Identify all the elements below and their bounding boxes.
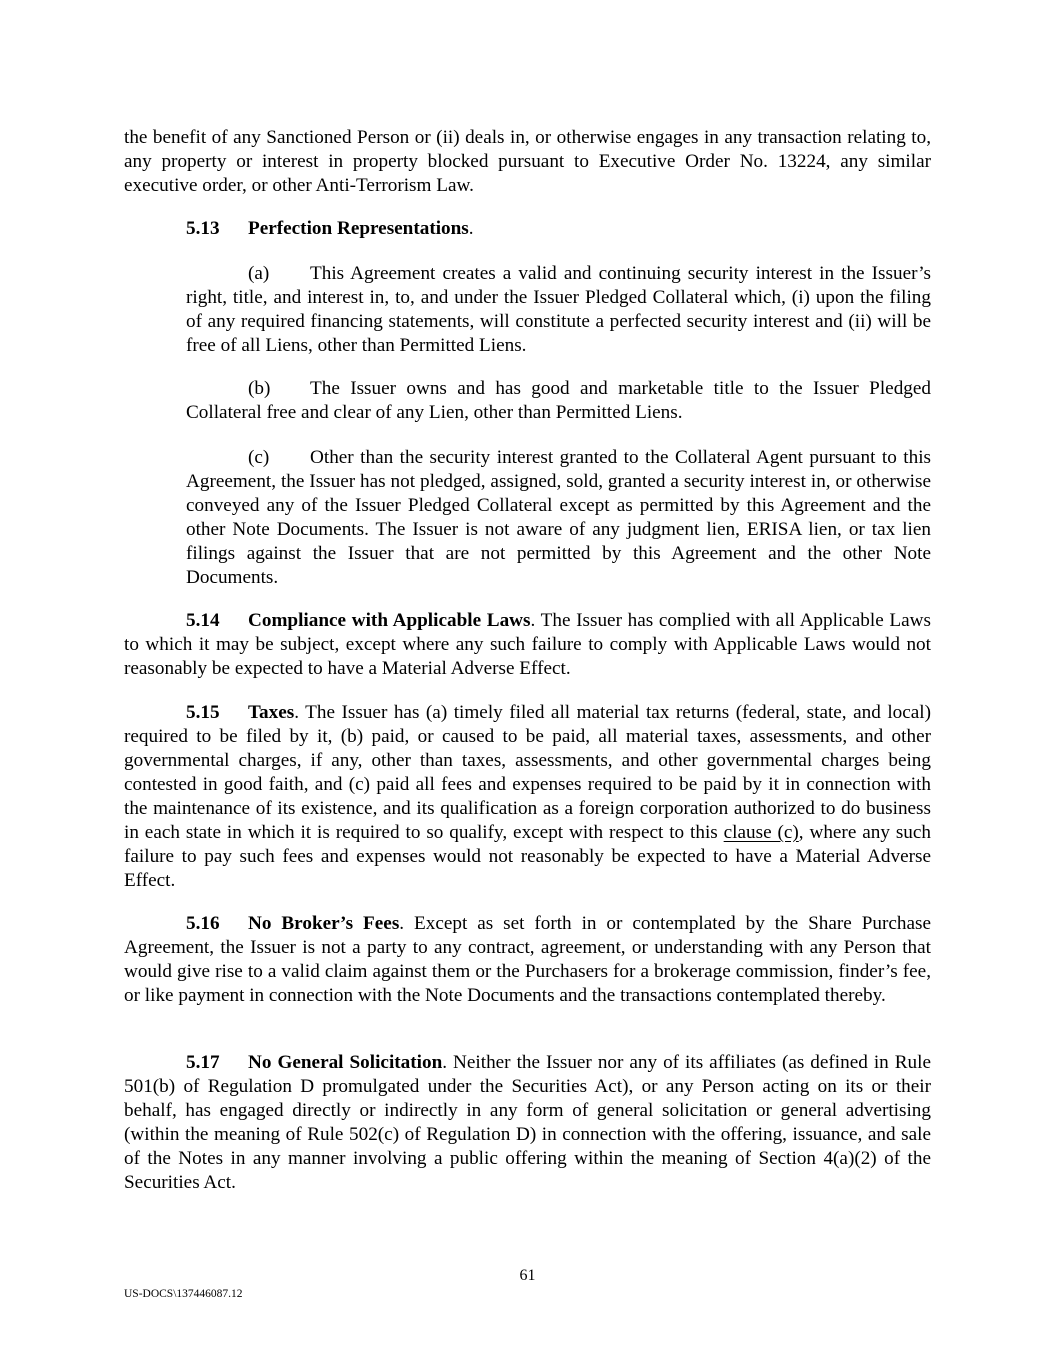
section-title: No General Solicitation bbox=[248, 1052, 443, 1073]
section-5-13-heading: 5.13 Perfection Representations. bbox=[186, 218, 474, 239]
section-number: 5.14 bbox=[186, 610, 220, 631]
clause-text: The Issuer owns and has good and marketable title to the Issuer Pledged Collateral free and clear of any Lien, other than Permitted Liens. bbox=[186, 378, 931, 423]
section-title: Compliance with Applicable Laws bbox=[248, 610, 531, 631]
clause-text: Other than the security interest granted to the Collateral Agent pursuant to this Agreement, the Issuer has not pledged, assigned, sold, granted a security interest in, or otherwise conveyed any of the Issuer Pledged Collateral except as permitted by this Agreement and the other Note Documents. The Issuer is not aware of any judgment lien, ERISA lien, or tax lien filings against the Issuer that are not permitted by this Agreement and the other Note Documents. bbox=[186, 447, 931, 588]
clause-label: (b) bbox=[248, 378, 271, 399]
section-number: 5.16 bbox=[186, 913, 220, 934]
page-number: 61 bbox=[519, 1267, 536, 1284]
clause-text: This Agreement creates a valid and continuing security interest in the Issuer’s right, title, and interest in, to, and under the Issuer Pledged Collateral which, (i) upon the filing of any required financing statements, will constitute a perfected security interest and (ii) will be free of all Liens, other than Permitted Liens. bbox=[186, 263, 931, 356]
section-5-17 bbox=[124, 1051, 931, 1195]
section-text: . The Issuer has complied with all Applicable Laws to which it may be subject, except where any such failure to comply with Applicable Laws would not reasonably be expected to have a Material Adverse Effect. bbox=[124, 610, 931, 679]
document-id: US-DOCS\137446087.12 bbox=[124, 1288, 243, 1300]
section-text-continued: , where any such failure to pay such fees and expenses would not reasonably be expected to have a Material Adverse Effect. bbox=[124, 822, 931, 891]
section-title: Taxes bbox=[248, 702, 295, 723]
section-5-16 bbox=[124, 912, 931, 1008]
section-5-13-b bbox=[186, 377, 931, 425]
section-text: . Except as set forth in or contemplated by the Share Purchase Agreement, the Issuer is not a party to any contract, agreement, or understanding with any Person that would give rise to a valid claim against them or the Purchasers for a brokerage commission, finder’s fee, or like payment in connection with the Note Documents and the transactions contemplated thereby. bbox=[124, 913, 931, 1006]
clause-label: (c) bbox=[248, 447, 270, 468]
continuation-paragraph: the benefit of any Sanctioned Person or (ii) deals in, or otherwise engages in any transaction relating to, any property or interest in property blocked pursuant to Executive Order No. 13224, any similar executive order, or other Anti-Terrorism Law. bbox=[124, 127, 931, 196]
section-5-13-a bbox=[186, 262, 931, 358]
section-number: 5.13 bbox=[186, 218, 220, 239]
section-5-15 bbox=[124, 701, 931, 893]
clause-reference-link[interactable]: clause (c) bbox=[723, 822, 799, 843]
section-number: 5.17 bbox=[186, 1052, 220, 1073]
section-5-14 bbox=[124, 609, 931, 681]
section-title: Perfection Representations bbox=[248, 218, 469, 239]
section-title: No Broker’s Fees bbox=[248, 913, 400, 934]
section-text: . Neither the Issuer nor any of its affiliates (as defined in Rule 501(b) of Regulation D promulgated under the Securities Act), or any Person acting on its or their behalf, has engaged directly or indirectly in any form of general solicitation or general advertising (within the meaning of Rule 502(c) of Regulation D) in connection with the offering, issuance, and sale of the Notes in any manner involving a public offering within the meaning of Section 4(a)(2) of the Securities Act. bbox=[124, 1052, 931, 1193]
section-number: 5.15 bbox=[186, 702, 220, 723]
section-text: . The Issuer has (a) timely filed all material tax returns (federal, state, and local) required to be filed by it, (b) paid, or caused to be paid, all material taxes, assessments, and other governmental charges, if any, other than taxes, assessments, and other governmental charges being contested in good faith, and (c) paid all fees and expenses required to be paid by it in connection with the maintenance of its existence, and its qualification as a foreign corporation authorized to do business in each state in which it is required to so qualify, except with respect to this bbox=[124, 702, 931, 843]
clause-label: (a) bbox=[248, 263, 270, 284]
section-5-13-c bbox=[186, 446, 931, 590]
